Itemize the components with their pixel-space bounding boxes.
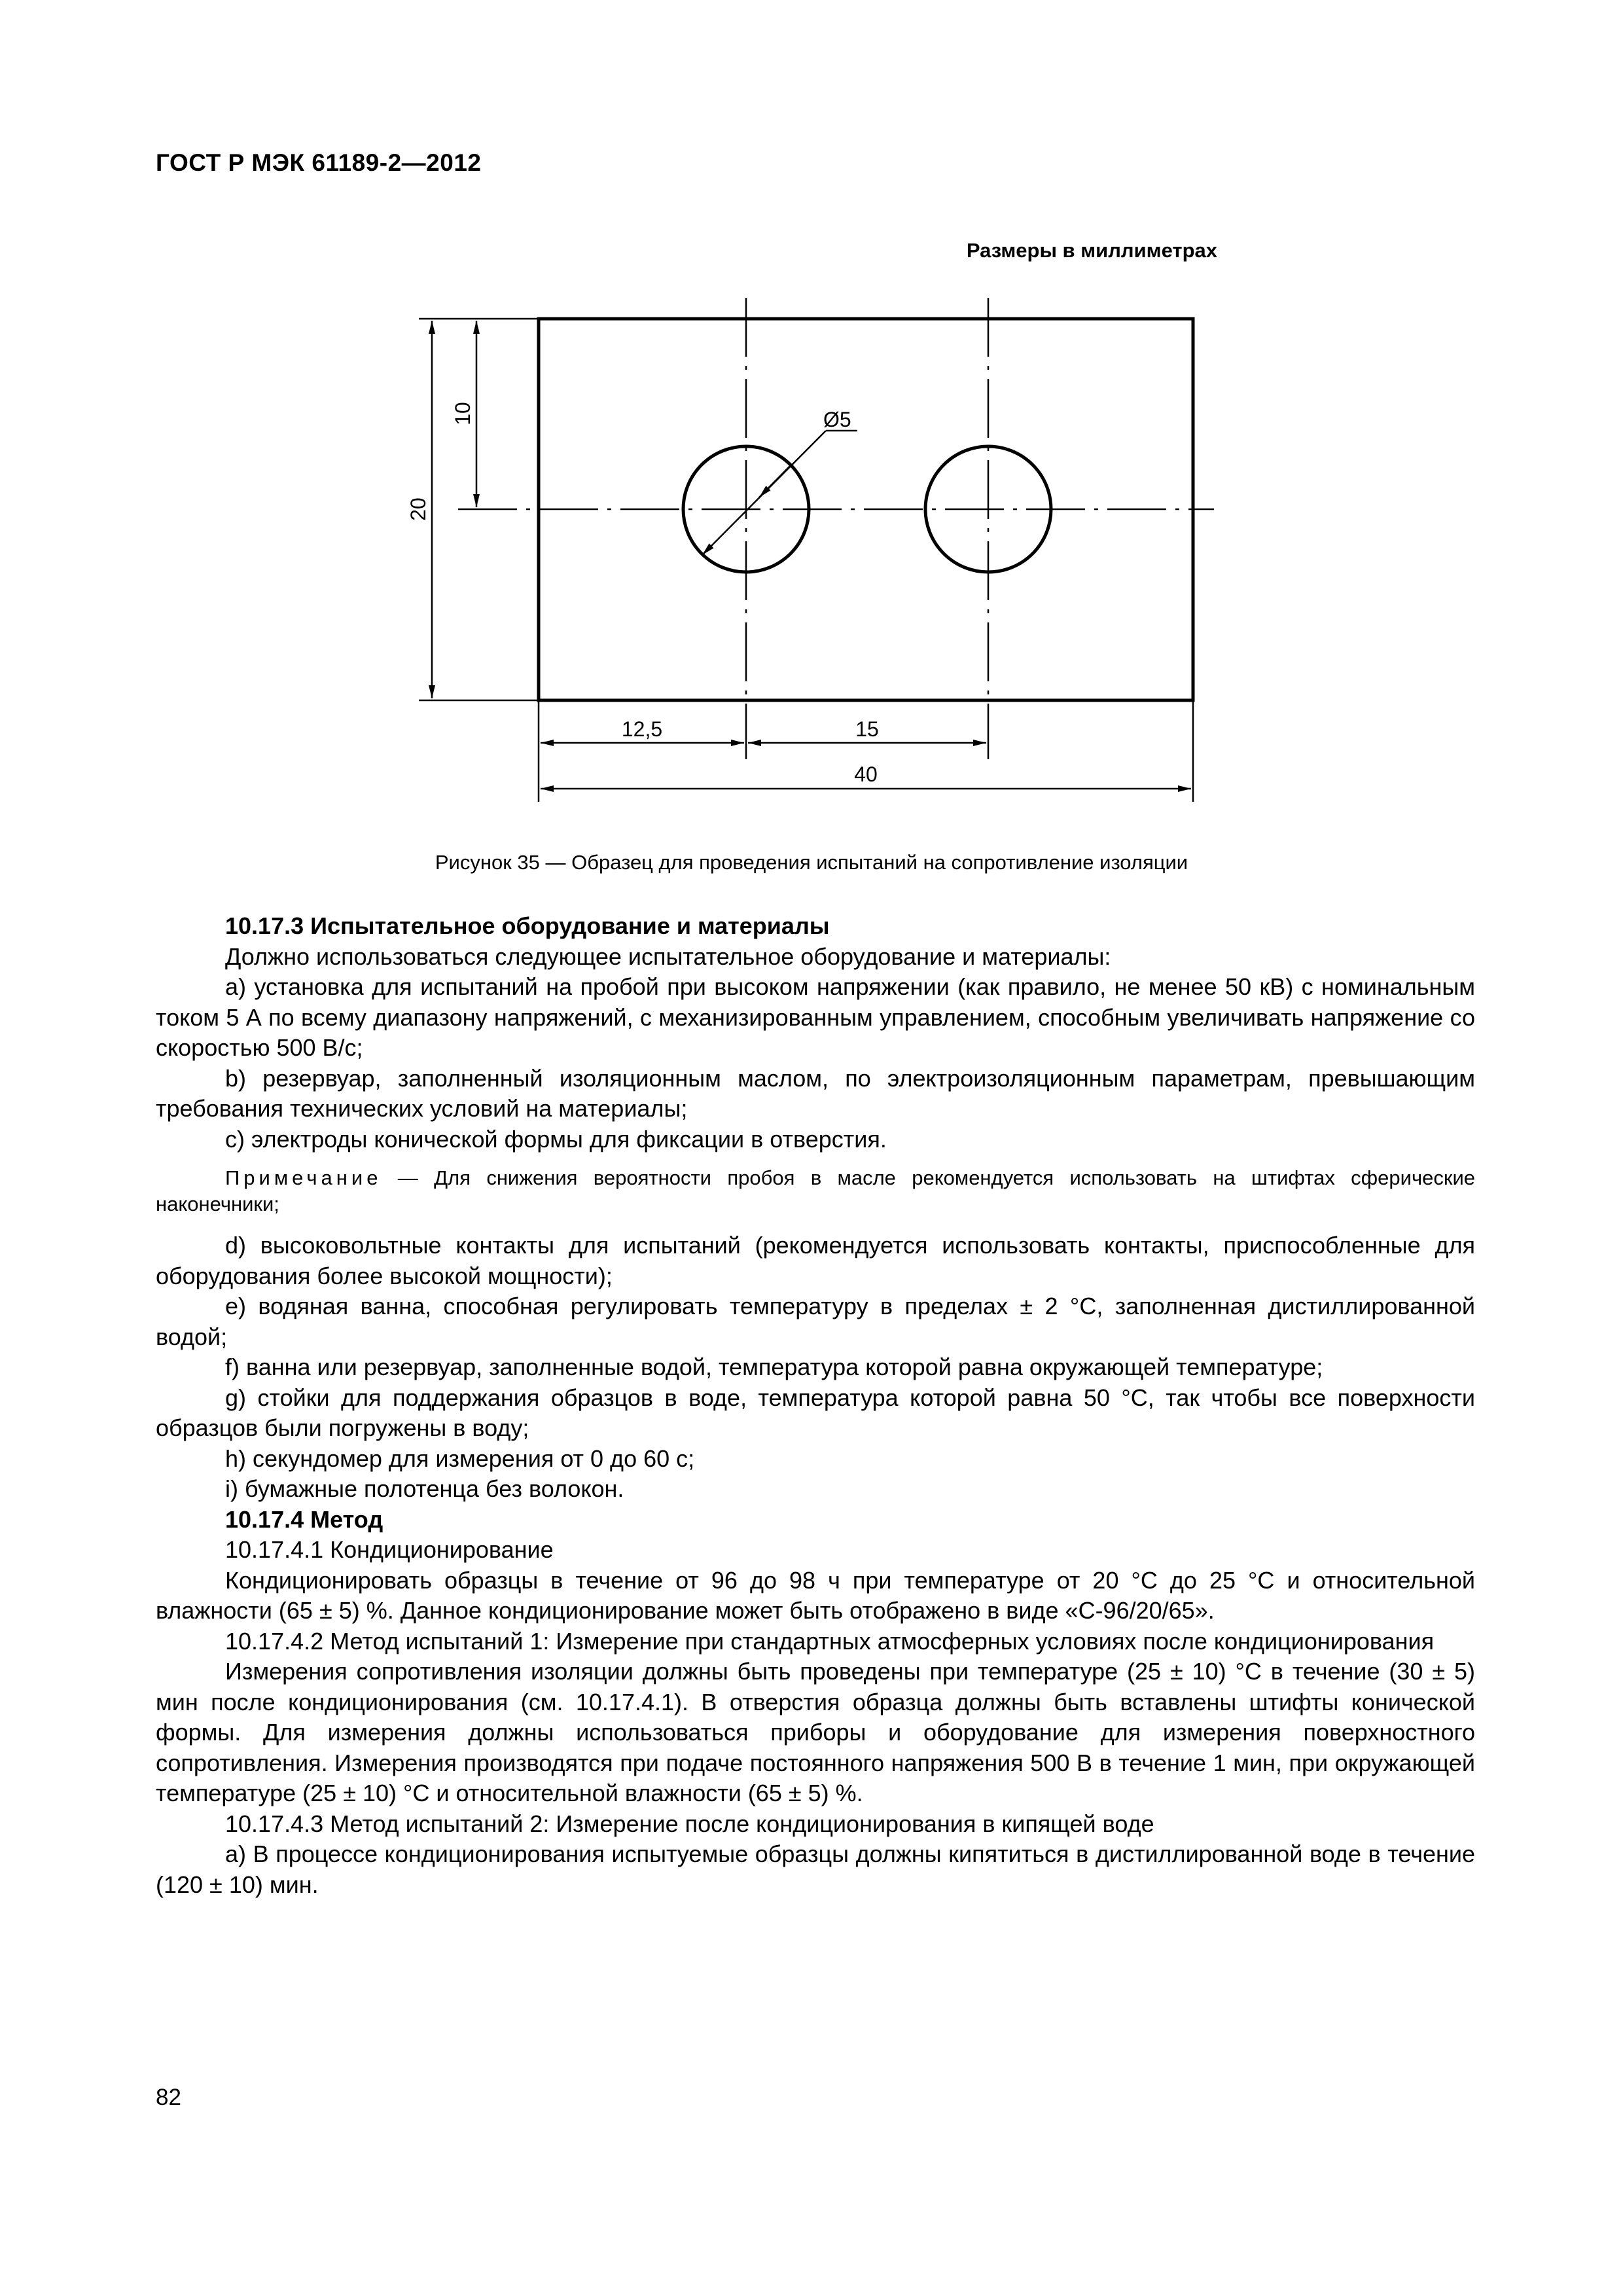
dim-label-40: 40 (854, 762, 878, 786)
paragraph: Кондиционировать образцы в течение от 96 до 98 ч при температуре от 20 °С до 25 °С и относительной влажности (65 ± 5) %. Данное кондиционирование может быть отображено в виде «С-96/20/65». (156, 1566, 1475, 1624)
list-item-d: d) высоковольтные контакты для испытаний (рекомендуется использовать контакты, приспособленные для оборудования более высокой мощности); (156, 1232, 1475, 1289)
list-item-b: b) резервуар, заполненный изоляционным маслом, по электроизоляционным параметрам, превышающим требования технических условий на материалы; (156, 1064, 1475, 1122)
figure-caption: Рисунок 35 — Образец для проведения испытаний на сопротивление изоляции (435, 851, 1188, 874)
diameter-label: Ø5 (823, 408, 851, 431)
list-item-c: с) электроды конической формы для фиксации в отверстия. (225, 1125, 887, 1153)
paragraph: Измерения сопротивления изоляции должны быть проведены при температуре (25 ± 10) °С в течение (30 ± 5) мин после кондиционирования (см. 10.17.4.1). В отверстия образца должны быть вставлены штифты конической формы. Для измерения должны использоваться приборы и оборудование для измерения поверхностного сопротивления. Измерения производятся при подаче постоянного напряжения 500 В в течение 1 мин, при окружающей температуре (25 ± 10) °С и относительной влажности (65 ± 5) %. (156, 1658, 1475, 1806)
dim-label-10: 10 (451, 402, 474, 425)
list-item-f: f) ванна или резервуар, заполненные водой, температура которой равна окружающей температуре; (225, 1354, 1323, 1380)
units-note: Размеры в миллиметрах (966, 239, 1217, 262)
list-item-h: h) секундомер для измерения от 0 до 60 с; (225, 1444, 695, 1472)
dim-label-12-5: 12,5 (621, 717, 663, 741)
section-heading: 10.17.4 Метод (225, 1505, 383, 1533)
page-number: 82 (156, 2085, 181, 2110)
dim-label-15: 15 (855, 717, 879, 741)
subsection-title: 10.17.4.1 Кондиционирование (225, 1536, 554, 1563)
document-body (156, 911, 1475, 1900)
specimen-drawing (0, 0, 1623, 851)
note (156, 1165, 1475, 1217)
dim-label-20: 20 (406, 497, 430, 521)
document-header: ГОСТ Р МЭК 61189-2—2012 (156, 149, 482, 176)
list-item-g: g) стойки для поддержания образцов в воде, температура которой равна 50 °С, так чтобы все поверхности образцов были погружены в воду; (156, 1384, 1475, 1441)
list-item-i: i) бумажные полотенца без волокон. (225, 1475, 624, 1502)
paragraph: Должно использоваться следующее испытательное оборудование и материалы: (225, 942, 1111, 970)
subsection-title: 10.17.4.3 Метод испытаний 2: Измерение после кондиционирования в кипящей воде (225, 1810, 1154, 1837)
subsection-title: 10.17.4.2 Метод испытаний 1: Измерение при стандартных атмосферных условиях после кондиционирования (225, 1627, 1435, 1655)
list-item-e: е) водяная ванна, способная регулировать температуру в пределах ± 2 °С, заполненная дистиллированной водой; (156, 1293, 1475, 1350)
section-heading: 10.17.3 Испытательное оборудование и материалы (225, 912, 830, 939)
note-label: Примечание (225, 1166, 382, 1189)
center-lines (458, 298, 1214, 759)
list-item-a: а) В процессе кондиционирования испытуемые образцы должны кипятиться в дистиллированной воде в течение (120 ± 10) мин. (156, 1840, 1475, 1898)
list-item-a: а) установка для испытаний на пробой при высоком напряжении (как правило, не менее 50 кВ) с номинальным током 5 А по всему диапазону напряжений, с механизированным управлением, способным увеличивать напряжение со скоростью 500 В/с; (156, 973, 1475, 1061)
note-text: — Для снижения вероятности пробоя в масле рекомендуется использовать на штифтах сферические наконечники; (156, 1166, 1475, 1215)
